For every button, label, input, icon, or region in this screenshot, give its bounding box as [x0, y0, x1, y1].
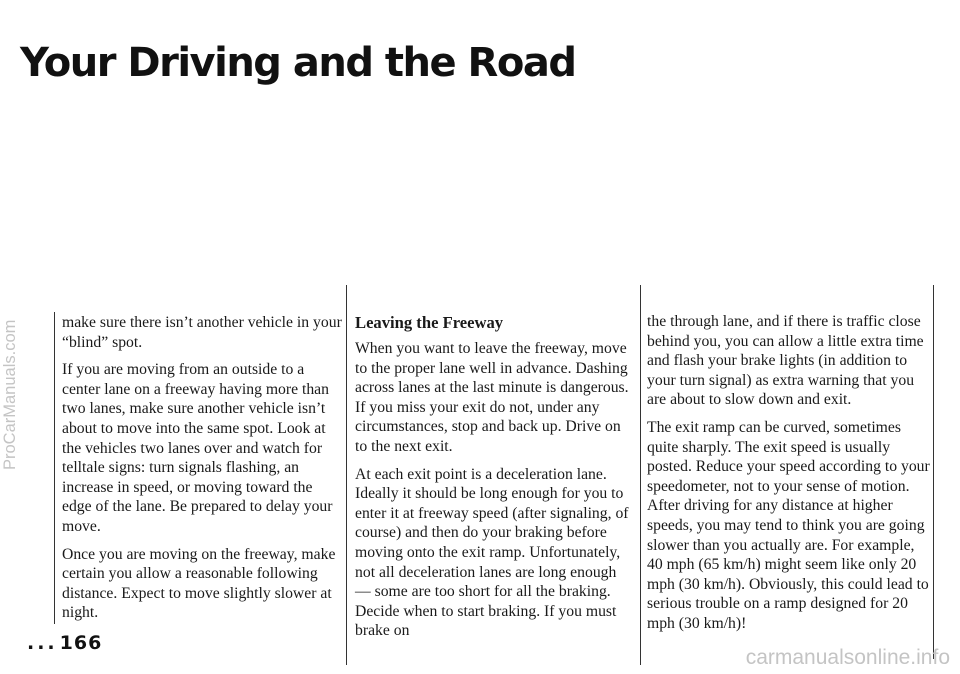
paragraph: make sure there isn’t another vehicle in your “blind” spot. — [62, 314, 342, 351]
column-rule-right — [640, 285, 641, 665]
paragraph: When you want to leave the freeway, move to the proper lane well in advance. Dashing across lanes at the last minute is dangerous. If you miss your exit do not, under any circumstances, stop and back up. Drive on to the next exit. — [355, 340, 629, 455]
column-rule-edge — [933, 285, 934, 659]
page-number-dots: ... — [27, 632, 58, 654]
page-number-value: 166 — [59, 632, 103, 654]
side-watermark: ProCarManuals.com — [1, 319, 19, 470]
page-title: Your Driving and the Road — [20, 40, 576, 86]
text-column-2 — [355, 313, 634, 649]
paragraph: If you are moving from an outside to a center lane on a freeway having more than two lanes, make sure another vehicle isn’t about to move into the same spot. Look at the vehicles two lanes over and watch for telltale signs: turn signals flashing, an increase in speed, or moving toward the edge of the lane. Be prepared to delay your move. — [62, 361, 333, 535]
paragraph: the through lane, and if there is traffic close behind you, you can allow a little extra time and flash your brake lights (in addition to your turn signal) as extra warning that you are about to slow down and exit. — [647, 313, 924, 409]
column-rule-middle — [346, 285, 347, 665]
paragraph: The exit ramp can be curved, sometimes quite sharply. The exit speed is usually posted. Reduce your speed according to your speedometer, not to your sense of motion. After driving for any distance at higher speeds, you may tend to think you are going slower than you actually are. For example, 40 mph (65 km/h) might seem like only 20 mph (30 km/h). Obviously, this could lead to serious trouble on a ramp designed for 20 mph (30 km/h)! — [647, 418, 930, 632]
paragraph: Once you are moving on the freeway, make certain you allow a reasonable following distance. Expect to move slightly slower at night. — [62, 545, 336, 622]
text-column-1 — [62, 313, 344, 631]
page-number — [27, 632, 102, 654]
bottom-watermark: carmanualsonline.info — [745, 646, 950, 669]
text-column-3 — [647, 312, 930, 642]
section-heading: Leaving the Freeway — [355, 313, 504, 332]
paragraph: At each exit point is a deceleration lane. Ideally it should be long enough for you to enter it at freeway speed (after signaling, of course) and then do your braking before moving onto the exit ramp. Unfortunately, not all deceleration lanes are long enough — some are too short for all the braking. Decide when to start braking. If you must brake on — [355, 465, 629, 640]
column-rule-left — [54, 312, 55, 624]
